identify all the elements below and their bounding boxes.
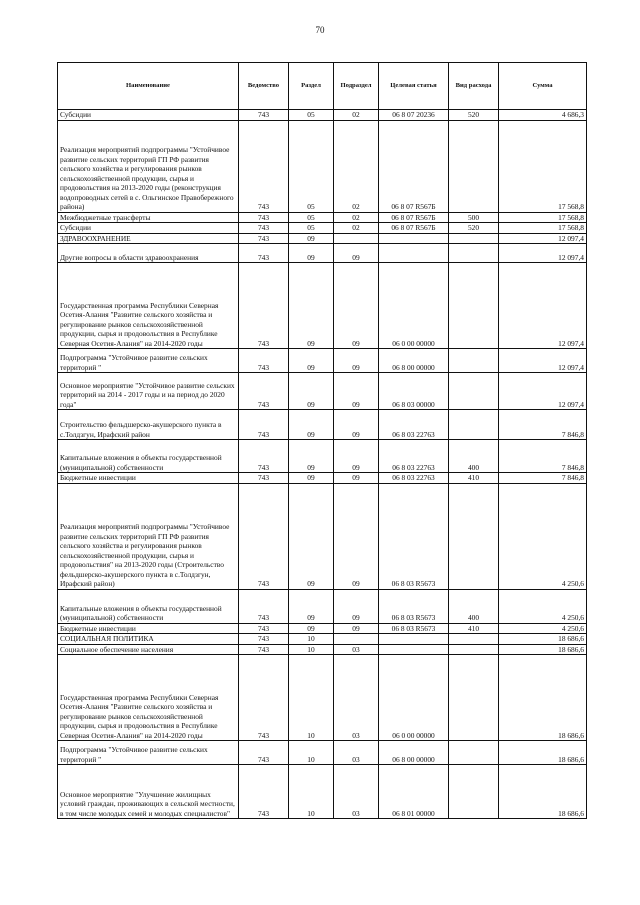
header-section: Раздел [289, 63, 334, 110]
cell-target-article [379, 634, 449, 645]
cell-subsection: 03 [334, 655, 379, 741]
cell-name: Бюджетные инвестиции [58, 623, 239, 634]
cell-subsection: 09 [334, 473, 379, 484]
cell-name: Капитальные вложения в объекты государственной (муниципальной) собственности [58, 589, 239, 623]
cell-name: Государственная программа Республики Северная Осетия-Алания "Развитие сельского хозяйства и регулирование рынков сельскохозяйственной продукции, сырья и продовольствия в Республике Северная Осетия-Алания" на 2014-2020 годы [58, 655, 239, 741]
cell-target-article: 06 8 03 R5673 [379, 623, 449, 634]
cell-name: Подпрограмма "Устойчивое развитие сельских территорий " [58, 349, 239, 373]
header-target-article: Целевая статья [379, 63, 449, 110]
cell-expense-type: 500 [449, 212, 499, 223]
cell-expense-type: 520 [449, 223, 499, 234]
cell-amount: 12 097,4 [499, 244, 587, 263]
cell-target-article: 06 8 07 20236 [379, 110, 449, 121]
cell-expense-type [449, 765, 499, 819]
cell-target-article: 06 8 03 00000 [379, 373, 449, 410]
cell-target-article: 06 8 07 R567Б [379, 223, 449, 234]
cell-target-article: 06 8 07 R567Б [379, 120, 449, 212]
cell-name: Основное мероприятие "Устойчивое развитие сельских территорий на 2014 - 2017 годы и на период до 2020 года" [58, 373, 239, 410]
table-row [58, 120, 587, 212]
cell-expense-type: 410 [449, 473, 499, 484]
page-number: 70 [315, 25, 325, 35]
table-row [58, 473, 587, 484]
cell-department: 743 [239, 741, 289, 765]
cell-amount: 18 686,6 [499, 741, 587, 765]
cell-amount: 17 568,8 [499, 212, 587, 223]
cell-section: 10 [289, 655, 334, 741]
cell-target-article: 06 8 00 00000 [379, 349, 449, 373]
cell-subsection: 03 [334, 644, 379, 655]
cell-section: 09 [289, 623, 334, 634]
cell-name: Реализация мероприятий подпрограммы "Устойчивое развитие сельских территорий ГП РФ развития сельского хозяйства и регулирования рынков сельскохозяйственной продукции, сырья и продовольствия на 2013-2020 годы (реконструкция водопроводных сетей в с. Ольгинское Правобережного района) [58, 120, 239, 212]
cell-subsection: 03 [334, 765, 379, 819]
cell-department: 743 [239, 473, 289, 484]
cell-name: Строительство фельдшерско-акушерского пункта в с.Толдзгун, Ирафский район [58, 410, 239, 440]
cell-expense-type: 410 [449, 623, 499, 634]
cell-subsection: 09 [334, 483, 379, 589]
table-row [58, 483, 587, 589]
cell-name: Реализация мероприятий подпрограммы "Устойчивое развитие сельских территорий ГП РФ развития сельского хозяйства и регулирования рынков сельскохозяйственной продукции, сырья и продовольствия" на 2013-2020 годы (Строительство фельдшерско-акушерского пункта в с.Толдзгун, Ирафский район) [58, 483, 239, 589]
cell-department: 743 [239, 244, 289, 263]
cell-department: 743 [239, 623, 289, 634]
cell-target-article: 06 8 00 00000 [379, 741, 449, 765]
cell-amount: 18 686,6 [499, 655, 587, 741]
cell-section: 09 [289, 349, 334, 373]
cell-subsection: 09 [334, 373, 379, 410]
cell-target-article: 06 8 03 R5673 [379, 483, 449, 589]
cell-expense-type [449, 741, 499, 765]
cell-expense-type [449, 410, 499, 440]
cell-name: Государственная программа Республики Северная Осетия-Алания "Развитие сельского хозяйства и регулирование рынков сельскохозяйственной продукции, сырья и продовольствия в Республике Северная Осетия-Алания" на 2014-2020 годы [58, 263, 239, 349]
cell-amount: 7 846,8 [499, 440, 587, 473]
cell-department: 743 [239, 483, 289, 589]
cell-subsection: 02 [334, 212, 379, 223]
cell-section: 09 [289, 440, 334, 473]
cell-section: 05 [289, 110, 334, 121]
cell-expense-type: 400 [449, 589, 499, 623]
cell-department: 743 [239, 410, 289, 440]
cell-target-article [379, 233, 449, 244]
cell-department: 743 [239, 233, 289, 244]
cell-department: 743 [239, 263, 289, 349]
cell-target-article: 06 0 00 00000 [379, 655, 449, 741]
cell-subsection: 09 [334, 440, 379, 473]
cell-name: Бюджетные инвестиции [58, 473, 239, 484]
cell-amount: 18 686,6 [499, 634, 587, 645]
cell-name: СОЦИАЛЬНАЯ ПОЛИТИКА [58, 634, 239, 645]
cell-name: Капитальные вложения в объекты государственной (муниципальной) собственности [58, 440, 239, 473]
header-expense-type: Вид расхода [449, 63, 499, 110]
header-subsection: Подраздел [334, 63, 379, 110]
cell-subsection [334, 233, 379, 244]
table-row [58, 765, 587, 819]
cell-expense-type [449, 120, 499, 212]
cell-section: 05 [289, 120, 334, 212]
cell-subsection: 02 [334, 110, 379, 121]
cell-name: Социальное обеспечение населения [58, 644, 239, 655]
cell-subsection: 09 [334, 623, 379, 634]
cell-name: Подпрограмма "Устойчивое развитие сельских территорий " [58, 741, 239, 765]
table-row [58, 223, 587, 234]
cell-expense-type [449, 244, 499, 263]
table-row [58, 349, 587, 373]
cell-amount: 12 097,4 [499, 373, 587, 410]
cell-section: 10 [289, 741, 334, 765]
table-row [58, 373, 587, 410]
cell-section: 05 [289, 212, 334, 223]
budget-table [57, 62, 587, 819]
cell-amount: 12 097,4 [499, 233, 587, 244]
cell-subsection: 09 [334, 349, 379, 373]
table-row [58, 212, 587, 223]
header-name: Наименование [58, 63, 239, 110]
table-row [58, 233, 587, 244]
cell-department: 743 [239, 373, 289, 410]
cell-department: 743 [239, 634, 289, 645]
cell-subsection [334, 634, 379, 645]
table-row [58, 410, 587, 440]
table-body [58, 110, 587, 819]
cell-department: 743 [239, 655, 289, 741]
cell-department: 743 [239, 223, 289, 234]
cell-section: 05 [289, 223, 334, 234]
cell-section: 09 [289, 410, 334, 440]
cell-department: 743 [239, 349, 289, 373]
cell-amount: 18 686,6 [499, 644, 587, 655]
cell-subsection: 09 [334, 410, 379, 440]
cell-section: 09 [289, 233, 334, 244]
cell-expense-type [449, 644, 499, 655]
header-amount: Сумма [499, 63, 587, 110]
cell-name: Межбюджетные трансферты [58, 212, 239, 223]
cell-subsection: 02 [334, 120, 379, 212]
cell-expense-type: 400 [449, 440, 499, 473]
cell-name: Субсидии [58, 223, 239, 234]
table-row [58, 244, 587, 263]
cell-section: 09 [289, 589, 334, 623]
cell-amount: 12 097,4 [499, 349, 587, 373]
cell-expense-type [449, 373, 499, 410]
cell-department: 743 [239, 212, 289, 223]
table-row [58, 644, 587, 655]
cell-expense-type [449, 483, 499, 589]
cell-expense-type: 520 [449, 110, 499, 121]
cell-target-article [379, 644, 449, 655]
cell-section: 10 [289, 644, 334, 655]
cell-amount: 18 686,6 [499, 765, 587, 819]
table-header-row [58, 63, 587, 110]
cell-target-article: 06 0 00 00000 [379, 263, 449, 349]
cell-subsection: 09 [334, 244, 379, 263]
cell-name: Субсидии [58, 110, 239, 121]
cell-section: 09 [289, 263, 334, 349]
table-row [58, 741, 587, 765]
cell-amount: 17 568,8 [499, 120, 587, 212]
cell-target-article: 06 8 07 R567Б [379, 212, 449, 223]
cell-name: Другие вопросы в области здравоохранения [58, 244, 239, 263]
cell-section: 10 [289, 765, 334, 819]
cell-section: 09 [289, 373, 334, 410]
table-row [58, 623, 587, 634]
cell-department: 743 [239, 644, 289, 655]
cell-section: 09 [289, 244, 334, 263]
cell-expense-type [449, 655, 499, 741]
cell-subsection: 09 [334, 263, 379, 349]
cell-target-article: 06 8 03 22763 [379, 440, 449, 473]
table-row [58, 263, 587, 349]
cell-target-article [379, 244, 449, 263]
table-row [58, 110, 587, 121]
cell-amount: 4 250,6 [499, 623, 587, 634]
cell-amount: 4 250,6 [499, 589, 587, 623]
cell-department: 743 [239, 110, 289, 121]
cell-expense-type [449, 233, 499, 244]
table-row [58, 589, 587, 623]
cell-subsection: 09 [334, 589, 379, 623]
cell-expense-type [449, 634, 499, 645]
cell-subsection: 02 [334, 223, 379, 234]
cell-section: 09 [289, 473, 334, 484]
cell-expense-type [449, 349, 499, 373]
cell-department: 743 [239, 589, 289, 623]
cell-amount: 7 846,8 [499, 410, 587, 440]
table-row [58, 655, 587, 741]
cell-section: 10 [289, 634, 334, 645]
table-row [58, 440, 587, 473]
cell-amount: 7 846,8 [499, 473, 587, 484]
cell-expense-type [449, 263, 499, 349]
cell-name: ЗДРАВООХРАНЕНИЕ [58, 233, 239, 244]
cell-target-article: 06 8 03 R5673 [379, 589, 449, 623]
cell-amount: 12 097,4 [499, 263, 587, 349]
cell-name: Основное мероприятие "Улучшение жилищных условий граждан, проживающих в сельской местности, в том числе молодых семей и молодых специалистов" [58, 765, 239, 819]
cell-subsection: 03 [334, 741, 379, 765]
cell-section: 09 [289, 483, 334, 589]
cell-department: 743 [239, 440, 289, 473]
cell-department: 743 [239, 765, 289, 819]
table-row [58, 634, 587, 645]
cell-amount: 4 250,6 [499, 483, 587, 589]
cell-target-article: 06 8 01 00000 [379, 765, 449, 819]
cell-target-article: 06 8 03 22763 [379, 410, 449, 440]
cell-target-article: 06 8 03 22763 [379, 473, 449, 484]
cell-amount: 17 568,8 [499, 223, 587, 234]
cell-amount: 4 686,3 [499, 110, 587, 121]
header-department: Ведомство [239, 63, 289, 110]
cell-department: 743 [239, 120, 289, 212]
